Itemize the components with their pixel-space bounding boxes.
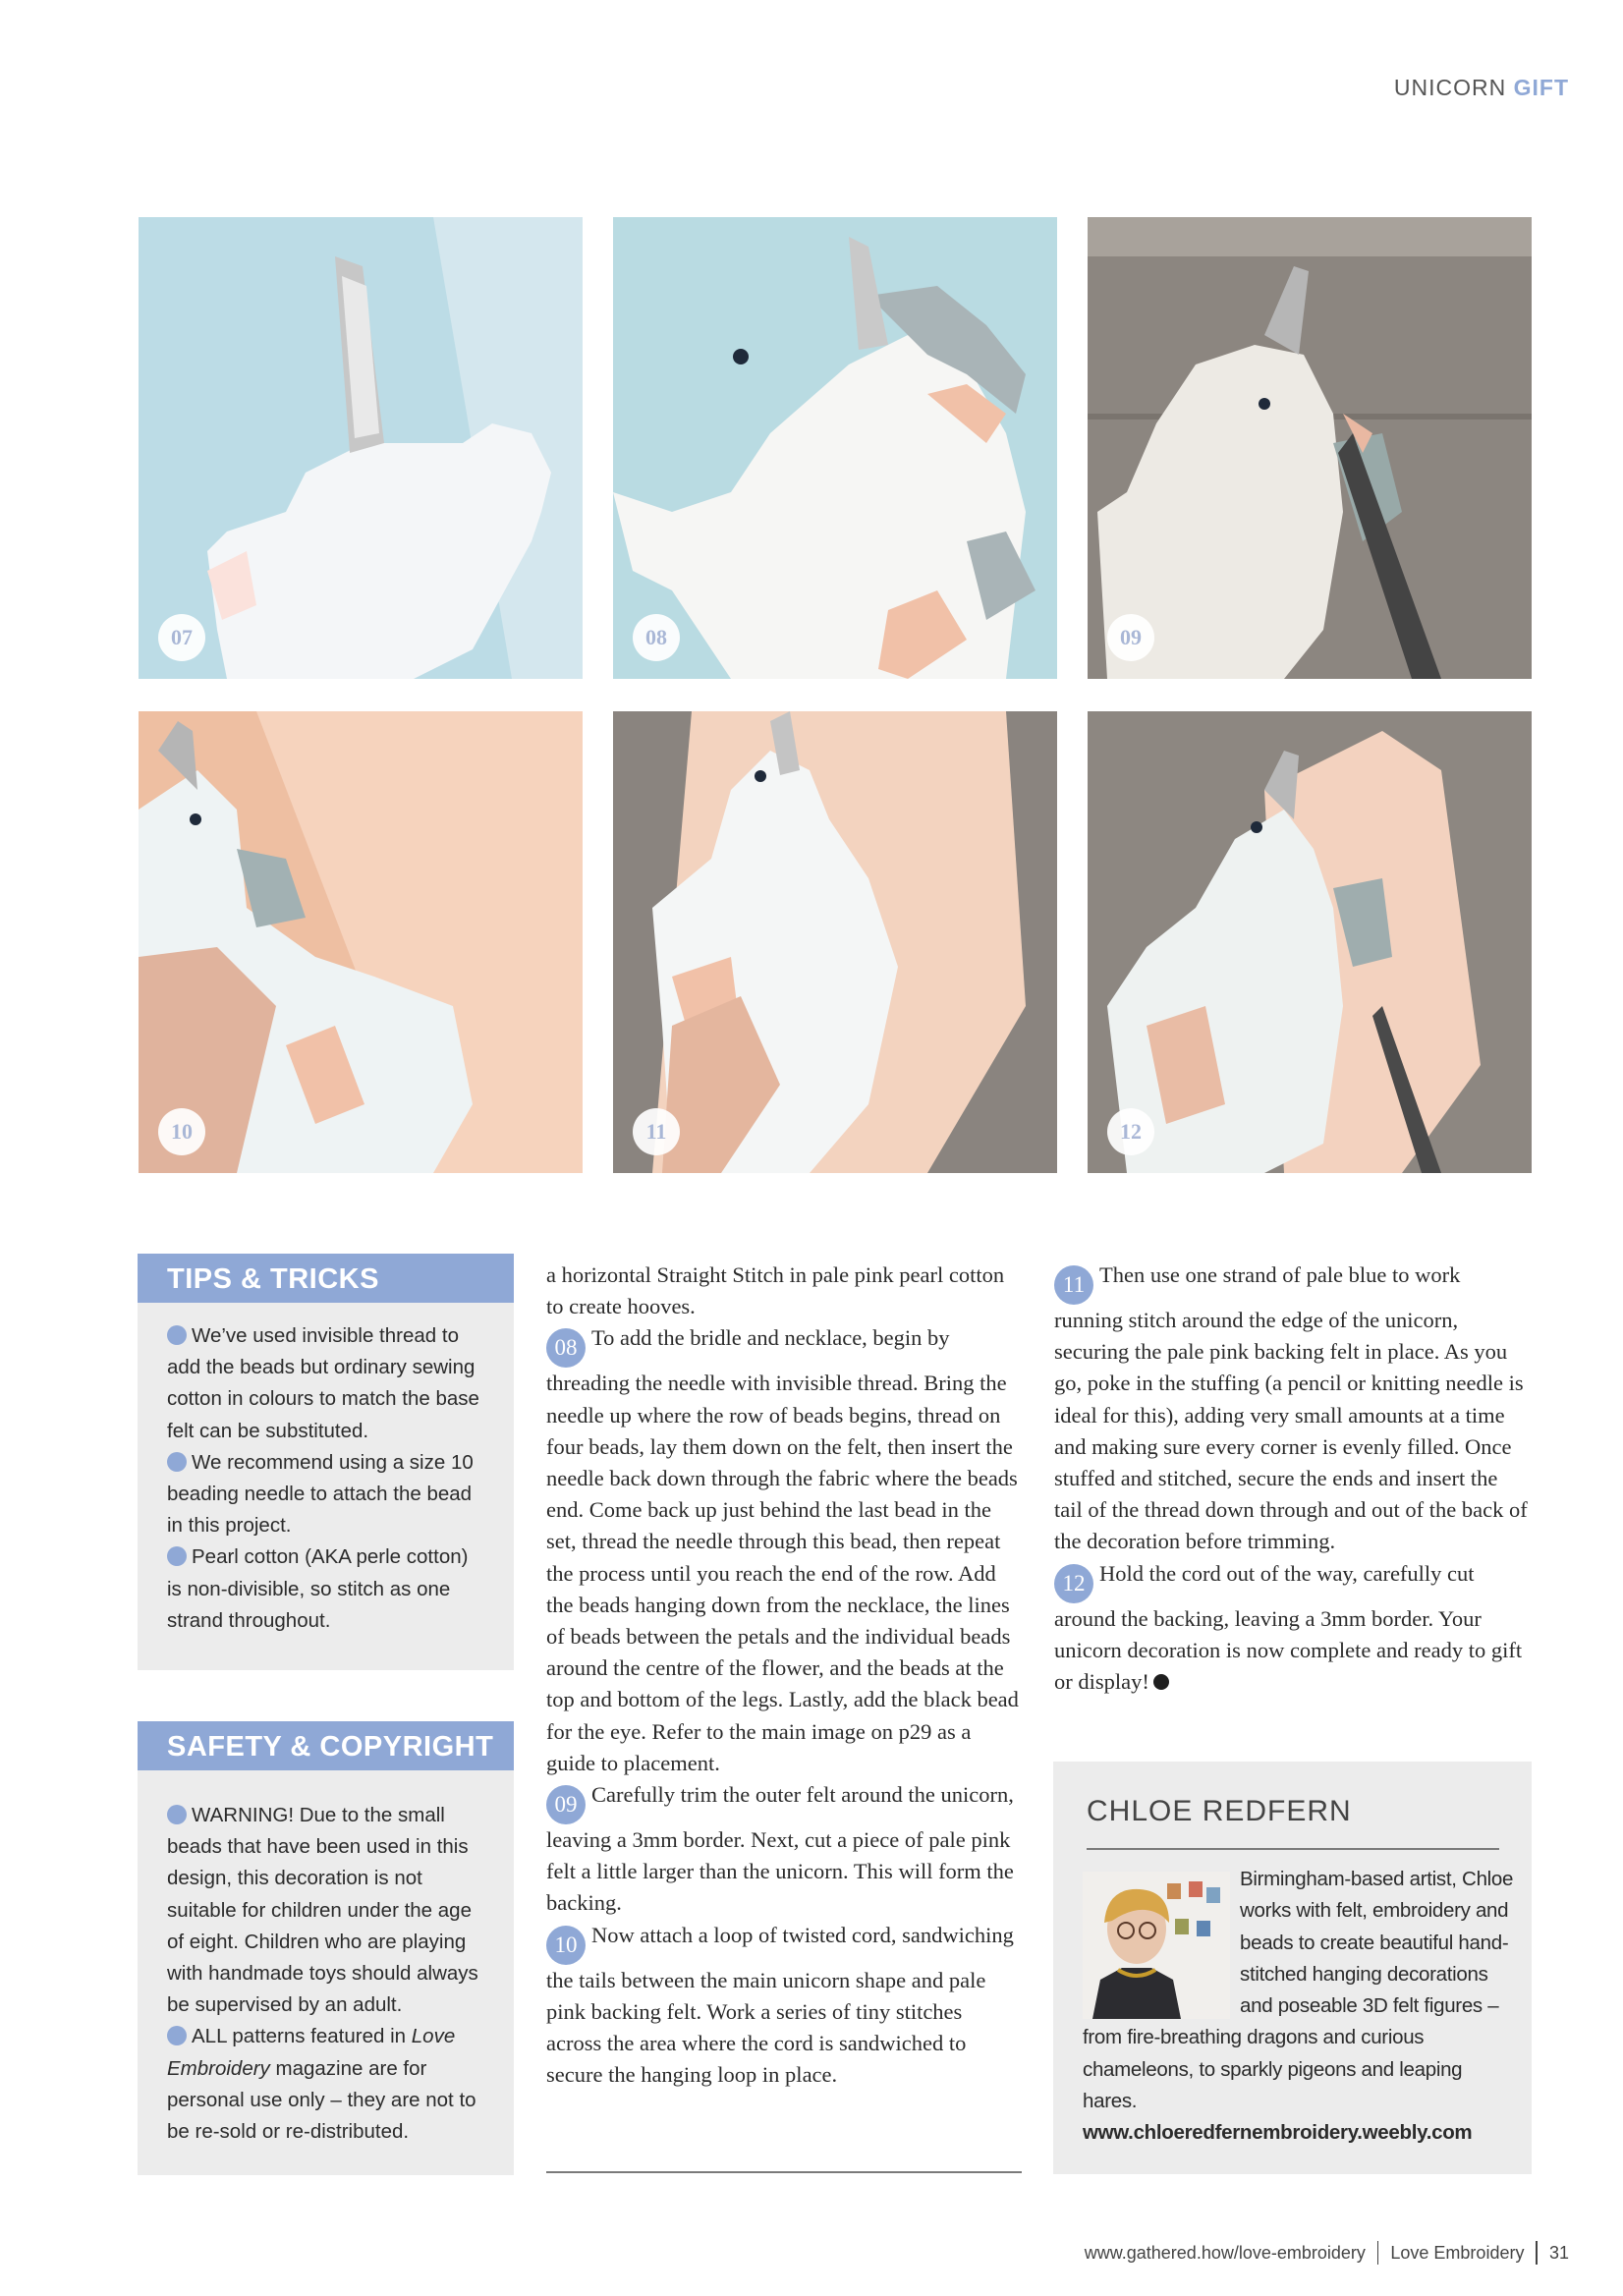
tips-title: TIPS & TRICKS [138, 1254, 514, 1303]
step-12: 12 Hold the cord out of the way, carefully cut around the backing, leaving a 3mm border. Your unicorn decoration is now complete and ready to gift or display! [1054, 1560, 1523, 1695]
designer-bio [1053, 1762, 1532, 2174]
instructions-column-right [1054, 1260, 1530, 1698]
safety-title: SAFETY & COPYRIGHT [138, 1721, 514, 1770]
section-accent: GIFT [1513, 75, 1569, 100]
step-08: 08 To add the bridle and necklace, begin by threading the needle with invisible thread. Bring the needle up where the row of beads begins, thread on four beads, lay them down on the felt, then insert the needle back down through the fabric where the beads end. Come back up just behind the last bead in the set, thread the needle through this bead, then repeat the process until you reach the end of the row. Add the beads hanging down from the necklace, the lines of beads between the petals and the individual beads around the centre of the flower, and the beads at the top and bottom of the legs. Lastly, add the black bead for the eye. Refer to the main image on p29 as a guide to placement. [546, 1325, 1019, 1775]
step-badge: 09 [1107, 614, 1154, 661]
footer-magazine: Love Embroidery [1390, 2243, 1525, 2263]
step-badge: 07 [158, 614, 205, 661]
step-badge: 08 [633, 614, 680, 661]
step-photo-12 [1088, 711, 1532, 1173]
step-number: 09 [546, 1785, 586, 1824]
page-number: 31 [1548, 2243, 1569, 2263]
step-photo-09 [1088, 217, 1532, 679]
tip-item: Pearl cotton (AKA perle cotton) is non-divisible, so stitch as one strand throughout. [167, 1545, 469, 1632]
safety-warning: WARNING! Due to the small beads that have been used in this design, this decoration is not suitable for children under the age of eight. Children who are playing with handmade toys should always be supervised by an adult. [167, 1804, 478, 2017]
step-09: 09 Carefully trim the outer felt around the unicorn, leaving a 3mm border. Next, cut a piece of pale pink felt a little larger than the unicorn. This will form the backing. [546, 1782, 1014, 1916]
column-divider [546, 2171, 1022, 2173]
step-badge: 12 [1107, 1108, 1154, 1155]
page-footer [1085, 2241, 1569, 2265]
designer-name: CHLOE REDFERN [1087, 1795, 1352, 1827]
step-photo-10 [139, 711, 583, 1173]
bullet-icon [167, 2026, 187, 2045]
step-number: 11 [1054, 1265, 1093, 1305]
footer-url[interactable]: www.gathered.how/love-embroidery [1084, 2243, 1366, 2263]
safety-body [138, 1770, 514, 2169]
safety-copyright: ALL patterns featured in Love Embroidery magazine are for personal use only – they are not to be re-sold or re-distributed. [167, 2025, 476, 2144]
bullet-icon [167, 1546, 187, 1566]
safety-box [138, 1721, 514, 2175]
tip-item: We’ve used invisible thread to add the beads but ordinary sewing cotton in colours to match the base felt can be substituted. [167, 1324, 479, 1442]
section-name: UNICORN [1393, 75, 1507, 100]
step-number: 08 [546, 1328, 586, 1368]
step-number: 10 [546, 1926, 586, 1965]
step-11: 11 Then use one strand of pale blue to work running stitch around the edge of the unicorn, securing the pale pink backing felt in place. As you go, poke in the stuffing (a pencil or knitting needle is ideal for this), adding very small amounts at a time and making sure every corner is evenly filled. Once stuffed and stitched, secure the ends and insert the tail of the thread down through and out of the back of the decoration before trimming. [1054, 1262, 1528, 1554]
step-number: 12 [1054, 1564, 1093, 1603]
section-header [1394, 75, 1569, 101]
tips-body [138, 1303, 514, 1658]
bullet-icon [167, 1805, 187, 1824]
intro-text: a horizontal Straight Stitch in pale pink pearl cotton to create hooves. [546, 1262, 1005, 1319]
bullet-icon [167, 1452, 187, 1472]
step-photo-11 [613, 711, 1057, 1173]
instructions-column-middle [546, 1260, 1022, 2091]
step-badge: 11 [633, 1108, 680, 1155]
step-10: 10 Now attach a loop of twisted cord, sandwiching the tails between the main unicorn shape and pale pink backing felt. Work a series of tiny stitches across the area where the cord is sandwiched to secure the hanging loop in place. [546, 1922, 1014, 2088]
step-badge: 10 [158, 1108, 205, 1155]
end-icon [1153, 1674, 1169, 1690]
step-photo-07 [139, 217, 583, 679]
bio-divider [1087, 1848, 1499, 1850]
tips-box [138, 1254, 514, 1670]
footer-separator [1536, 2241, 1538, 2265]
bullet-icon [167, 1325, 187, 1345]
step-photo-08 [613, 217, 1057, 679]
footer-separator [1377, 2241, 1379, 2265]
designer-website-link[interactable]: www.chloeredfernembroidery.weebly.com [1083, 2121, 1473, 2145]
bio-text: Birmingham-based artist, Chloe works with felt, embroidery and beads to create beautiful hand-stitched hanging decorations and poseable 3D felt figures – from fire-breathing dragons and curious chameleons, to sparkly pigeons and leaping hares. www.chloeredfernembroidery.weebly.com [1083, 1868, 1514, 2145]
tip-item: We recommend using a size 10 beading needle to attach the bead in this project. [167, 1450, 474, 1538]
